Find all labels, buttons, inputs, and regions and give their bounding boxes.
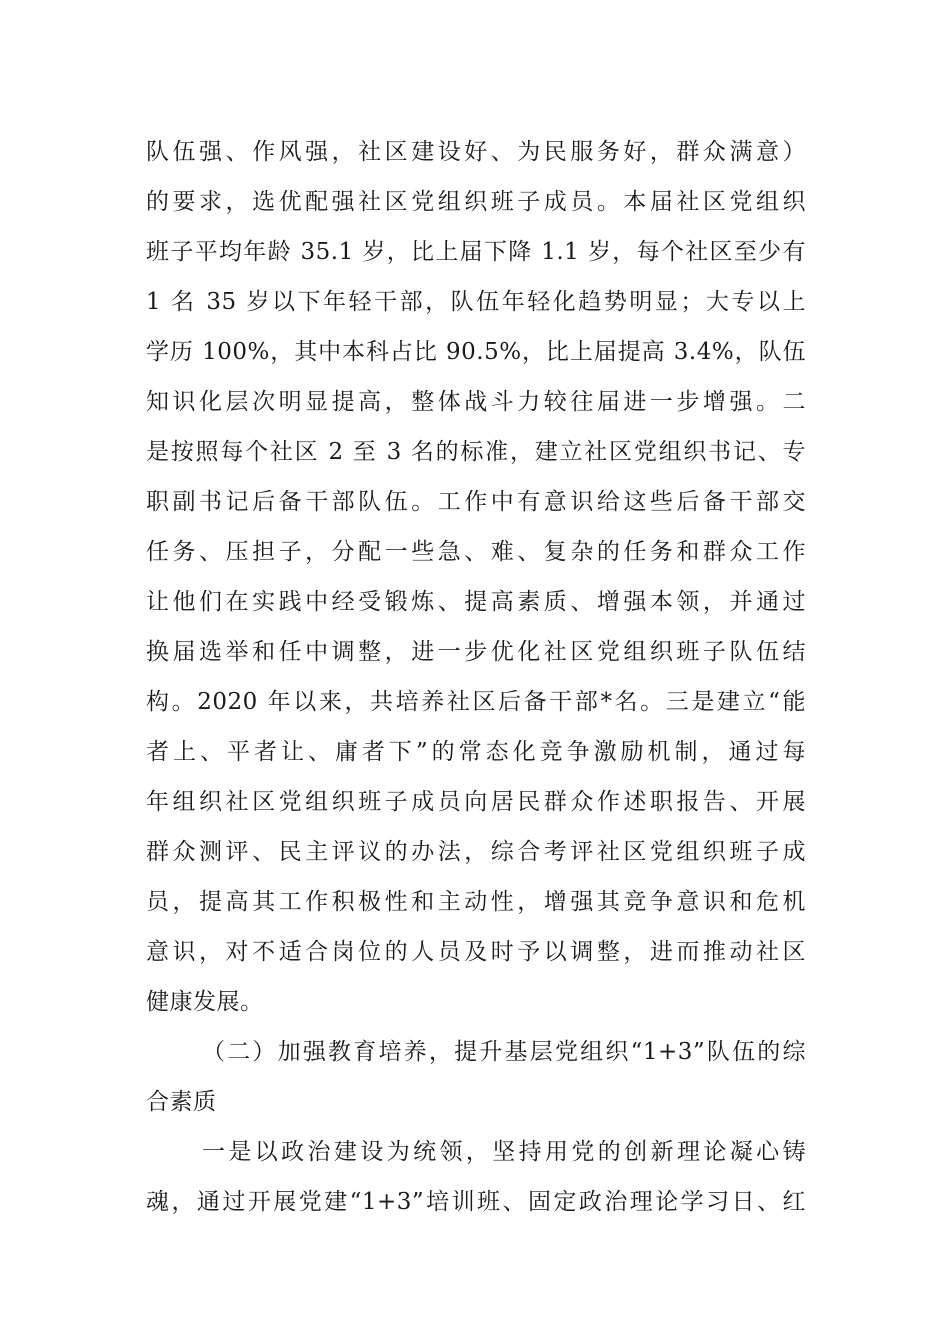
paragraph-continued bbox=[146, 127, 806, 1027]
text-line: 群众测评、民主评议的办法，综合考评社区党组织班子成 bbox=[146, 839, 806, 865]
text-line: 任务、压担子，分配一些急、难、复杂的任务和群众工作 bbox=[146, 539, 806, 565]
text-line: 让他们在实践中经受锻炼、提高素质、增强本领，并通过 bbox=[146, 589, 806, 615]
text-line: 队伍强、作风强，社区建设好、为民服务好，群众满意） bbox=[146, 139, 806, 165]
text-line: 意识，对不适合岗位的人员及时予以调整，进而推动社区 bbox=[146, 939, 806, 965]
paragraph bbox=[146, 1127, 806, 1227]
section-heading bbox=[146, 1027, 806, 1127]
text-line: 一是以政治建设为统领，坚持用党的创新理论凝心铸 bbox=[202, 1139, 806, 1165]
text-line: 构。2020 年以来，共培养社区后备干部*名。三是建立“能 bbox=[146, 689, 806, 715]
text-line: 班子平均年龄 35.1 岁，比上届下降 1.1 岁，每个社区至少有 bbox=[146, 239, 806, 265]
text-line: 学历 100%，其中本科占比 90.5%，比上届提高 3.4%，队伍 bbox=[146, 339, 806, 365]
text-line: 是按照每个社区 2 至 3 名的标准，建立社区党组织书记、专 bbox=[146, 439, 806, 465]
text-line: 知识化层次明显提高，整体战斗力较往届进一步增强。二 bbox=[146, 389, 806, 415]
text-line: 健康发展。 bbox=[146, 989, 264, 1015]
document-body bbox=[146, 127, 806, 1227]
text-line: 员，提高其工作积极性和主动性，增强其竞争意识和危机 bbox=[146, 889, 806, 915]
heading-line: （二）加强教育培养，提升基层党组织“1+3”队伍的综 bbox=[202, 1039, 806, 1065]
text-line: 年组织社区党组织班子成员向居民群众作述职报告、开展 bbox=[146, 789, 806, 815]
text-line: 者上、平者让、庸者下”的常态化竞争激励机制，通过每 bbox=[146, 739, 806, 765]
text-line: 职副书记后备干部队伍。工作中有意识给这些后备干部交 bbox=[146, 489, 806, 515]
text-line: 1 名 35 岁以下年轻干部，队伍年轻化趋势明显；大专以上 bbox=[146, 289, 806, 315]
text-line: 的要求，选优配强社区党组织班子成员。本届社区党组织 bbox=[146, 189, 806, 215]
heading-line: 合素质 bbox=[146, 1089, 217, 1115]
text-line: 魂，通过开展党建“1+3”培训班、固定政治理论学习日、红 bbox=[146, 1189, 806, 1215]
text-line: 换届选举和任中调整，进一步优化社区党组织班子队伍结 bbox=[146, 639, 806, 665]
